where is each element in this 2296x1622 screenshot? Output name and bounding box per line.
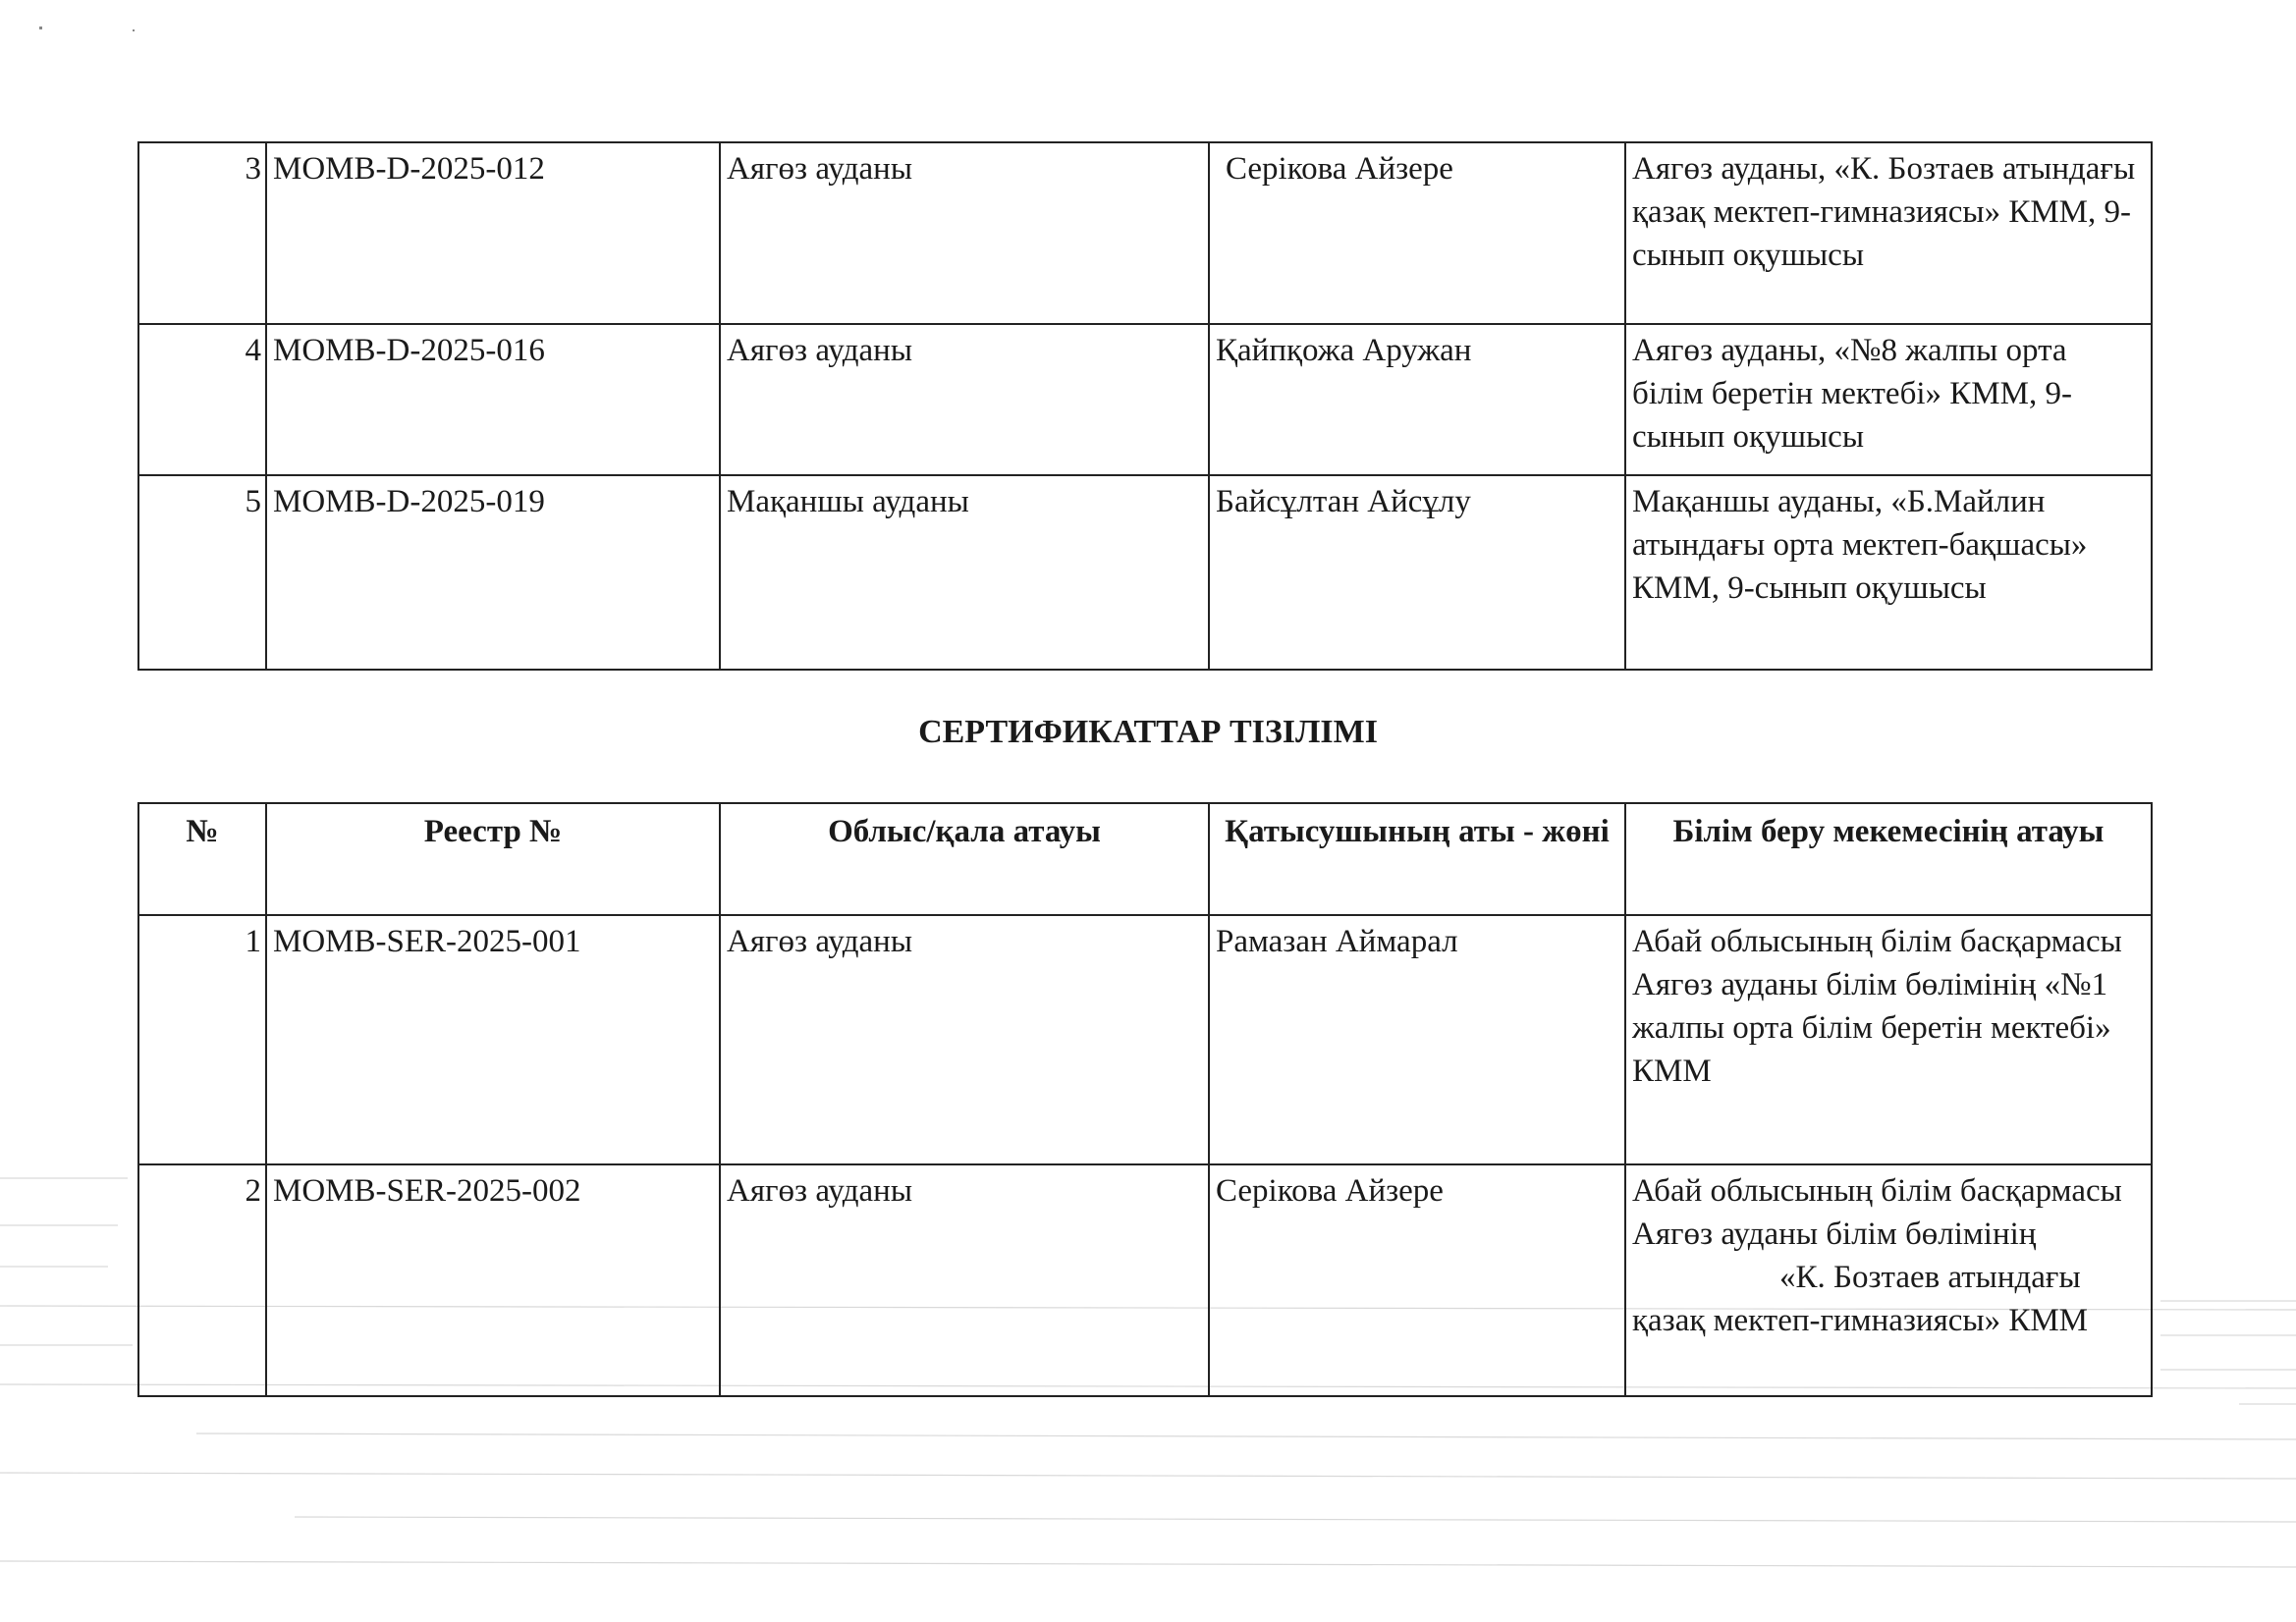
registry-number: MOMB-D-2025-012 bbox=[266, 142, 720, 324]
institution-name: Абай облысының білім басқармасы Аягөз ауданы білім бөлімінің «№1 жалпы орта білім беретін мектебі» КММ bbox=[1625, 915, 2152, 1164]
region-name: Аягөз ауданы bbox=[720, 142, 1209, 324]
row-number: 2 bbox=[138, 1164, 266, 1396]
participant-name: Серікова Айзере bbox=[1209, 142, 1625, 324]
header-registry: Реестр № bbox=[266, 803, 720, 915]
institution-name-part: Абай облысының білім басқармасы Аягөз ауданы білім бөлімінің bbox=[1632, 1173, 2122, 1252]
section-title: СЕРТИФИКАТТАР ТІЗІЛІМІ bbox=[918, 714, 1378, 750]
region-name: Аягөз ауданы bbox=[720, 915, 1209, 1164]
participants-table bbox=[137, 141, 2153, 671]
certificates-table bbox=[137, 802, 2153, 1397]
region-name: Мақаншы ауданы bbox=[720, 475, 1209, 670]
participant-name: Қайпқожа Аружан bbox=[1209, 324, 1625, 475]
row-number: 3 bbox=[138, 142, 266, 324]
table-row bbox=[138, 1164, 2152, 1396]
region-name: Аягөз ауданы bbox=[720, 1164, 1209, 1396]
row-number: 5 bbox=[138, 475, 266, 670]
institution-name bbox=[1625, 1164, 2152, 1396]
institution-name: Аягөз ауданы, «К. Бозтаев атындағы қазақ мектеп-гимназиясы» КММ, 9-сынып оқушысы bbox=[1625, 142, 2152, 324]
row-number: 4 bbox=[138, 324, 266, 475]
registry-number: MOMB-D-2025-016 bbox=[266, 324, 720, 475]
participant-name: Серікова Айзере bbox=[1209, 1164, 1625, 1396]
region-name: Аягөз ауданы bbox=[720, 324, 1209, 475]
registry-number: MOMB-D-2025-019 bbox=[266, 475, 720, 670]
registry-number: MOMB-SER-2025-002 bbox=[266, 1164, 720, 1396]
table-row bbox=[138, 142, 2152, 324]
header-participant: Қатысушының аты - жөні bbox=[1209, 803, 1625, 915]
header-region: Облыс/қала атауы bbox=[720, 803, 1209, 915]
institution-name-part: «К. Бозтаев атындағы қазақ мектеп-гимназиясы» КММ bbox=[1632, 1260, 2089, 1338]
table-header-row bbox=[138, 803, 2152, 915]
table-row bbox=[138, 324, 2152, 475]
table-row bbox=[138, 915, 2152, 1164]
institution-name: Аягөз ауданы, «№8 жалпы орта білім беретін мектебі» КММ, 9-сынып оқушысы bbox=[1625, 324, 2152, 475]
header-institution: Білім беру мекемесінің атауы bbox=[1625, 803, 2152, 915]
row-number: 1 bbox=[138, 915, 266, 1164]
participant-name: Байсұлтан Айсұлу bbox=[1209, 475, 1625, 670]
table-row bbox=[138, 475, 2152, 670]
header-number: № bbox=[138, 803, 266, 915]
institution-name: Мақаншы ауданы, «Б.Майлин атындағы орта мектеп-бақшасы» КММ, 9-сынып оқушысы bbox=[1625, 475, 2152, 670]
participant-name: Рамазан Аймарал bbox=[1209, 915, 1625, 1164]
registry-number: MOMB-SER-2025-001 bbox=[266, 915, 720, 1164]
